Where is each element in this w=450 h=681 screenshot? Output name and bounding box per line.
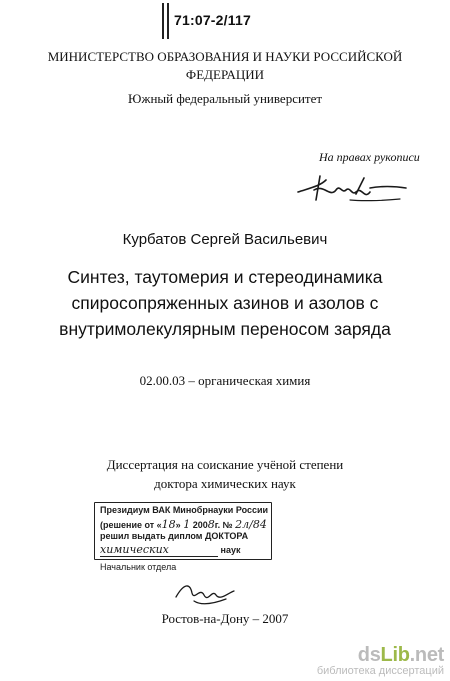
stamp-field-handwritten: химических (100, 543, 218, 557)
degree-line-2: доктора химических наук (154, 476, 296, 491)
watermark-tagline: библиотека диссертаций (316, 665, 444, 677)
ministry-heading (0, 48, 450, 84)
specialty-code: 02.00.03 – органическая химия (139, 373, 311, 388)
degree-line-1: Диссертация на соискание учёной степени (106, 457, 344, 472)
university-name: Южный федеральный университет (127, 91, 323, 106)
stamp-number-label: г. № (214, 520, 233, 530)
stamp-year-suffix: 8 (207, 518, 215, 531)
stamp-month: 1 (183, 518, 191, 531)
stamp-line-2 (100, 518, 267, 531)
stamp-number: 2л/84 (235, 518, 267, 531)
stamp-year-prefix: 200 (192, 520, 208, 530)
ministry-line-1: МИНИСТЕРСТВО ОБРАЗОВАНИЯ И НАУКИ РОССИЙСКОЙ (47, 49, 403, 64)
vak-stamp (94, 502, 279, 580)
degree-statement (0, 455, 450, 493)
stamp-quote: » (175, 520, 181, 530)
document-id: 71:07-2/117 (174, 12, 251, 28)
stamp-field-suffix: наук (220, 545, 241, 555)
city-year: Ростов-на-Дону – 2007 (161, 611, 289, 626)
dissertation-title (0, 264, 450, 342)
watermark-brand-accent: Lib (380, 644, 410, 666)
watermark-brand-prefix: ds (357, 644, 381, 666)
stamp-line-4 (100, 543, 240, 557)
stamp-decision-prefix: (решение от « (100, 520, 162, 530)
dslib-watermark (317, 644, 444, 677)
archive-mark (162, 3, 169, 39)
stamp-line-3: решил выдать диплом ДОКТОРА (100, 531, 249, 541)
title-line-1: Синтез, таутомерия и стереодинамика (67, 267, 383, 287)
stamp-day: 18 (161, 518, 176, 531)
ministry-line-2: ФЕДЕРАЦИИ (185, 67, 265, 82)
department-head-signature (170, 577, 240, 609)
title-line-3: внутримолекулярным переносом заряда (59, 319, 391, 339)
watermark-brand-suffix: .net (409, 644, 444, 666)
watermark-logo (317, 644, 444, 667)
stamp-line-5: Начальник отдела (100, 562, 177, 572)
stamp-line-1: Президиум ВАК Минобрнауки России (100, 505, 269, 515)
title-line-2: спиросопряженных азинов и азолов с (71, 293, 379, 313)
author-name: Курбатов Сергей Васильевич (122, 231, 328, 248)
manuscript-rights-label: На правах рукописи (319, 150, 420, 164)
author-signature (290, 170, 410, 206)
